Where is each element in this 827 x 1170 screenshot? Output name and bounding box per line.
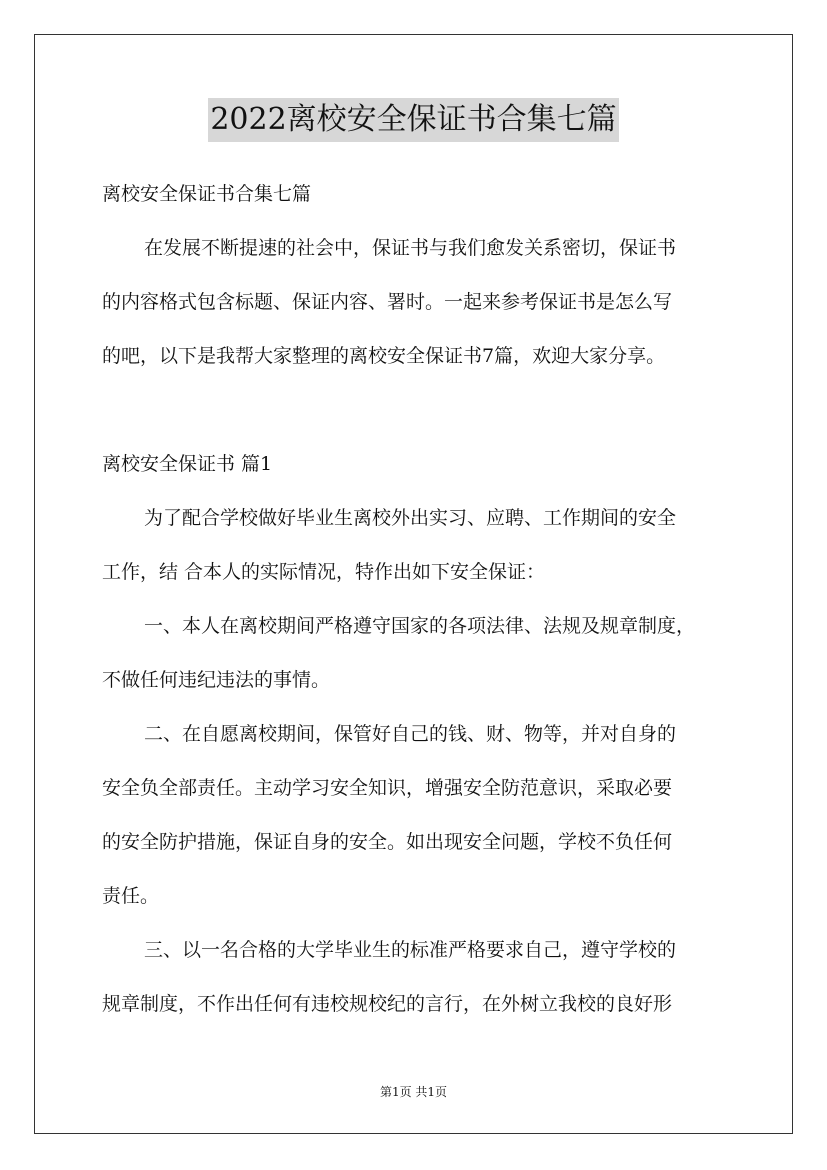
paragraph-line: 规章制度，不作出任何有违校规校纪的言行，在外树立我校的良好形	[102, 993, 673, 1015]
paragraph-line: 为了配合学校做好毕业生离校外出实习、应聘、工作期间的安全	[144, 507, 677, 529]
page-number-footer: 第1页 共1页	[379, 1085, 448, 1099]
paragraph-line: 不做任何违纪违法的事情。	[102, 669, 331, 691]
paragraph-line: 的吧，以下是我帮大家整理的离校安全保证书7篇，欢迎大家分享。	[102, 345, 666, 367]
paragraph-line: 的安全防护措施，保证自身的安全。如出现安全问题，学校不负任何	[102, 831, 673, 853]
document-title: 2022离校安全保证书合集七篇	[208, 98, 618, 142]
paragraph-line: 一、本人在离校期间严格遵守国家的各项法律、法规及规章制度，	[144, 615, 696, 637]
paragraph-line: 责任。	[102, 885, 160, 907]
paragraph-line: 二、在自愿离校期间，保管好自己的钱、财、物等，并对自身的	[144, 723, 677, 745]
section-heading: 离校安全保证书 篇1	[102, 453, 273, 475]
paragraph-line: 的内容格式包含标题、保证内容、署时。一起来参考保证书是怎么写	[102, 291, 673, 313]
title-container	[0, 98, 827, 142]
paragraph-line: 工作，结 合本人的实际情况，特作出如下安全保证：	[102, 561, 546, 583]
subtitle-line: 离校安全保证书合集七篇	[102, 183, 312, 205]
paragraph-line: 在发展不断提速的社会中，保证书与我们愈发关系密切，保证书	[144, 237, 677, 259]
paragraph-line: 三、以一名合格的大学毕业生的标准严格要求自己，遵守学校的	[144, 939, 677, 961]
paragraph-line: 安全负全部责任。主动学习安全知识，增强安全防范意识，采取必要	[102, 777, 673, 799]
